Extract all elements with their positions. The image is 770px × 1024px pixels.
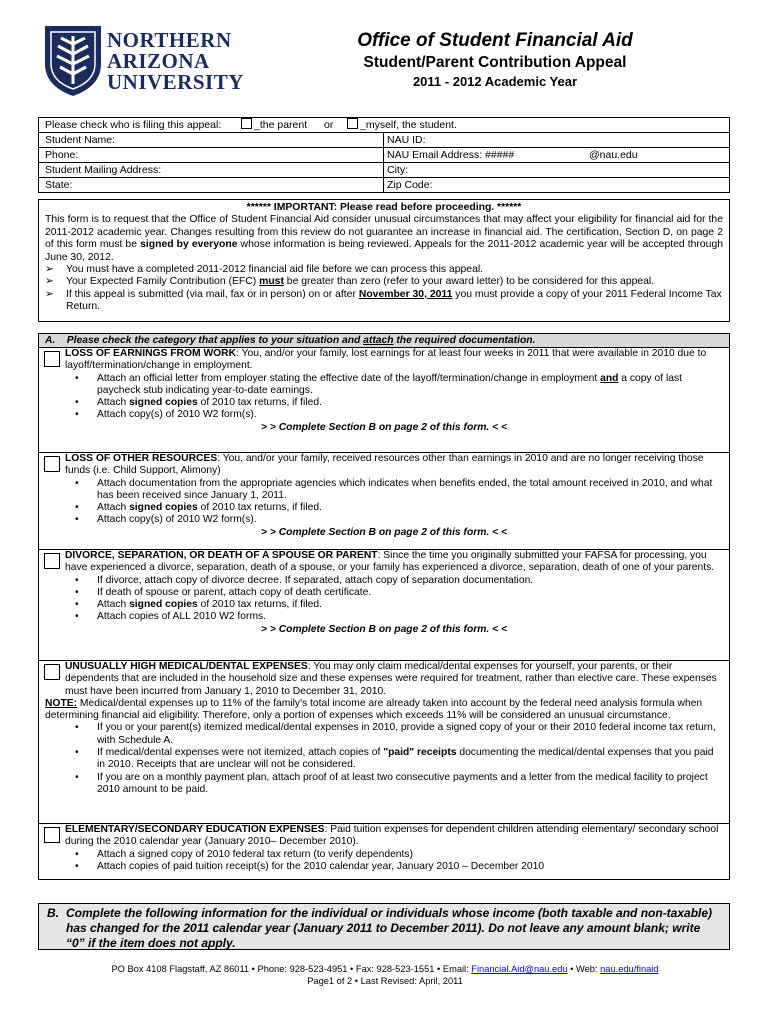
section-b-letter: B. — [47, 906, 59, 920]
category-loss-of-earnings: LOSS OF EARNINGS FROM WORK: You, and/or your family, lost earnings for at least four weeks in 2011 that were available in 2010 due to layoff/termination/change in employment. • Attach an official letter from employer stating the effective date of the layoff/termination/change in employment and a copy of last paycheck stub indicating year-to-date earnings. • Attach signed copies of 2010 tax returns, if filed. • Attach copy(s) of 2010 W2 form(s). > > Complete Section B on page 2 of this form. < < — [39, 348, 729, 452]
category-loss-of-resources: LOSS OF OTHER RESOURCES: You, and/or your family, received resources other than earnings in 2010 and are no longer receiving those funds (i.e. Child Support, Alimony) • Attach documentation from the appropriate agencies which indicates when benefits ended, the total amount received in 2010, and what has been received since January 1, 2011. • Attach signed copies of 2010 tax returns, if filed. • Attach copy(s) of 2010 W2 form(s). > > Complete Section B on page 2 of this form. < < — [39, 452, 729, 549]
state-field[interactable]: State: — [45, 179, 73, 191]
important-title: ****** IMPORTANT: Please read before proceeding. ****** — [246, 202, 522, 213]
student-checkbox[interactable] — [347, 118, 358, 129]
category-education-expenses: ELEMENTARY/SECONDARY EDUCATION EXPENSES: Paid tuition expenses for dependent children attending elementary/ secondary school during the 2010 calendar year (January 2010– December 2010). • Attach a signed copy of 2010 federal tax return (to verify dependents) • Attach copies of paid tuition receipt(s) for the 2010 calendar year, January 2010 – December 2010 — [39, 823, 729, 879]
web-link[interactable]: nau.edu/finaid — [600, 964, 659, 974]
page-number: Page1 of 2 • Last Revised: April, 2011 — [307, 976, 463, 986]
page-title: Office of Student Financial Aid — [357, 30, 633, 51]
student-name-field[interactable]: Student Name: — [45, 134, 116, 146]
email-domain: @nau.edu — [589, 149, 638, 161]
category-divorce-separation-death: DIVORCE, SEPARATION, OR DEATH OF A SPOUSE OR PARENT: Since the time you originally submitted your FAFSA for processing, you have experienced a divorce, separation, death of a spouse, or your family has experienced a divorce, separation, death of one of your parents. • If divorce, attach copy of divorce decree. If separated, attach copy of separation documentation. • If death of spouse or parent, attach copy of death certificate. • Attach signed copies of 2010 tax returns, if filed. • Attach copies of ALL 2010 W2 forms. > > Complete Section B on page 2 of this form. < < — [39, 549, 729, 660]
page-subtitle: Student/Parent Contribution Appeal — [363, 54, 627, 71]
divorce-separation-death-checkbox[interactable] — [44, 553, 60, 569]
section-a-header: A. Please check the category that applies to your situation and attach the required documentation. — [39, 334, 729, 348]
section-a — [38, 333, 730, 880]
section-b — [38, 903, 730, 950]
student-info-table — [38, 117, 730, 193]
arrow-icon: ➢ — [45, 276, 54, 288]
parent-option-label: _the parent — [254, 119, 308, 131]
nau-logo — [43, 24, 248, 98]
filing-prompt: Please check who is filing this appeal: — [45, 119, 222, 131]
nau-id-field[interactable]: NAU ID: — [387, 134, 426, 146]
name-row — [39, 132, 729, 147]
mailing-address-field[interactable]: Student Mailing Address: — [45, 164, 162, 176]
city-field[interactable]: City: — [387, 164, 408, 176]
student-option-label: _myself, the student. — [360, 119, 457, 131]
or-label: or — [324, 119, 334, 131]
requirement-2: ➢ Your Expected Family Contribution (EFC) must be greater than zero (refer to your award letter) to be considered for this appeal. — [45, 276, 655, 288]
section-b-instructions: Complete the following information for the individual or individuals whose income (both taxable and non-taxable) has changed for the 2011 calendar year (January 2011 to December 2011). Do not leave any amount blank; write “0” if the item does not apply. — [66, 906, 713, 950]
loss-of-earnings-checkbox[interactable] — [44, 351, 60, 367]
zip-field[interactable]: Zip Code: — [387, 179, 433, 191]
requirement-3: ➢ If this appeal is submitted (via mail, fax or in person) on or after November 30, 2011 you must provide a copy of your 2011 Federal Income Tax Return. — [45, 288, 722, 313]
parent-checkbox[interactable] — [241, 118, 252, 129]
email-field[interactable]: NAU Email Address: ##### — [387, 149, 515, 161]
requirement-1: ➢ You must have a completed 2011-2012 financial aid file before we can process this appeal. — [45, 264, 484, 276]
loss-of-resources-checkbox[interactable] — [44, 456, 60, 472]
continue-note: > > Complete Section B on page 2 of this form. < < — [260, 526, 508, 538]
phone-field[interactable]: Phone: — [45, 149, 79, 161]
academic-year: 2011 - 2012 Academic Year — [412, 74, 578, 89]
logo-line-3: UNIVERSITY — [107, 70, 244, 94]
logo-line-2: ARIZONA — [107, 49, 210, 73]
important-notice — [38, 199, 730, 322]
footer-contact: PO Box 4108 Flagstaff, AZ 86011 • Phone: 928-523-4951 • Fax: 928-523-1551 • Email: Financial.Aid@nau.edu • Web: nau.edu/finaid — [111, 964, 659, 974]
address-row — [39, 162, 729, 177]
continue-note: > > Complete Section B on page 2 of this form. < < — [260, 623, 508, 635]
medical-dental-checkbox[interactable] — [44, 664, 60, 680]
filing-row — [39, 118, 729, 132]
arrow-icon: ➢ — [45, 288, 54, 300]
logo-line-1: NORTHERN — [107, 28, 232, 52]
arrow-icon: ➢ — [45, 264, 54, 276]
email-link[interactable]: Financial.Aid@nau.edu — [471, 964, 568, 974]
medical-note: NOTE: Medical/dental expenses up to 11% of the family's total income are already taken into account by the federal need analysis formula when determining financial aid eligibility. Therefore, only a portion of expenses which exceeds 11% will be considered an unusual circumstance. — [45, 697, 703, 722]
continue-note: > > Complete Section B on page 2 of this form. < < — [260, 421, 508, 433]
education-expenses-checkbox[interactable] — [44, 827, 60, 843]
phone-row — [39, 147, 729, 162]
important-paragraph: This form is to request that the Office of Student Financial Aid consider unusual circumstances that may affect your eligibility for financial aid for the 2011-2012 academic year. Changes resulting from this review do not guarantee an increase in financial aid. The certification, Section D, on page 2 of this form must be signed by everyone whose information is being reviewed. Appeals for the 2011-2012 academic year will be accepted through June 30, 2012. — [45, 214, 723, 263]
shield-icon — [43, 24, 103, 98]
state-row — [39, 177, 729, 192]
category-medical-dental: UNUSUALLY HIGH MEDICAL/DENTAL EXPENSES: You may only claim medical/dental expenses for yourself, your parents, or their dependents that are included in the household size and these expenses were required for treatment, rather than elective care. These expenses must have been incurred from January 1, 2010 to December 31, 2010. NOTE: Medical/dental expenses up to 11% of the family's total income are already taken into account by the federal need analysis formula when determining financial aid eligibility. Therefore, only a portion of expenses which exceeds 11% will be considered an unusual circumstance. • If you or your parent(s) itemized medical/dental expenses in 2010, provide a signed copy of your or their 2010 federal income tax return, with Schedule A. • If medical/dental expenses were not itemized, attach copies of "paid" receipts documenting the medical/dental expenses that you paid in 2010. Receipts that are unclear will not be considered. • If you are on a monthly payment plan, attach proof of at least two consecutive payments and a letter from the medical facility to project 2010 amount to be paid. — [39, 660, 729, 823]
